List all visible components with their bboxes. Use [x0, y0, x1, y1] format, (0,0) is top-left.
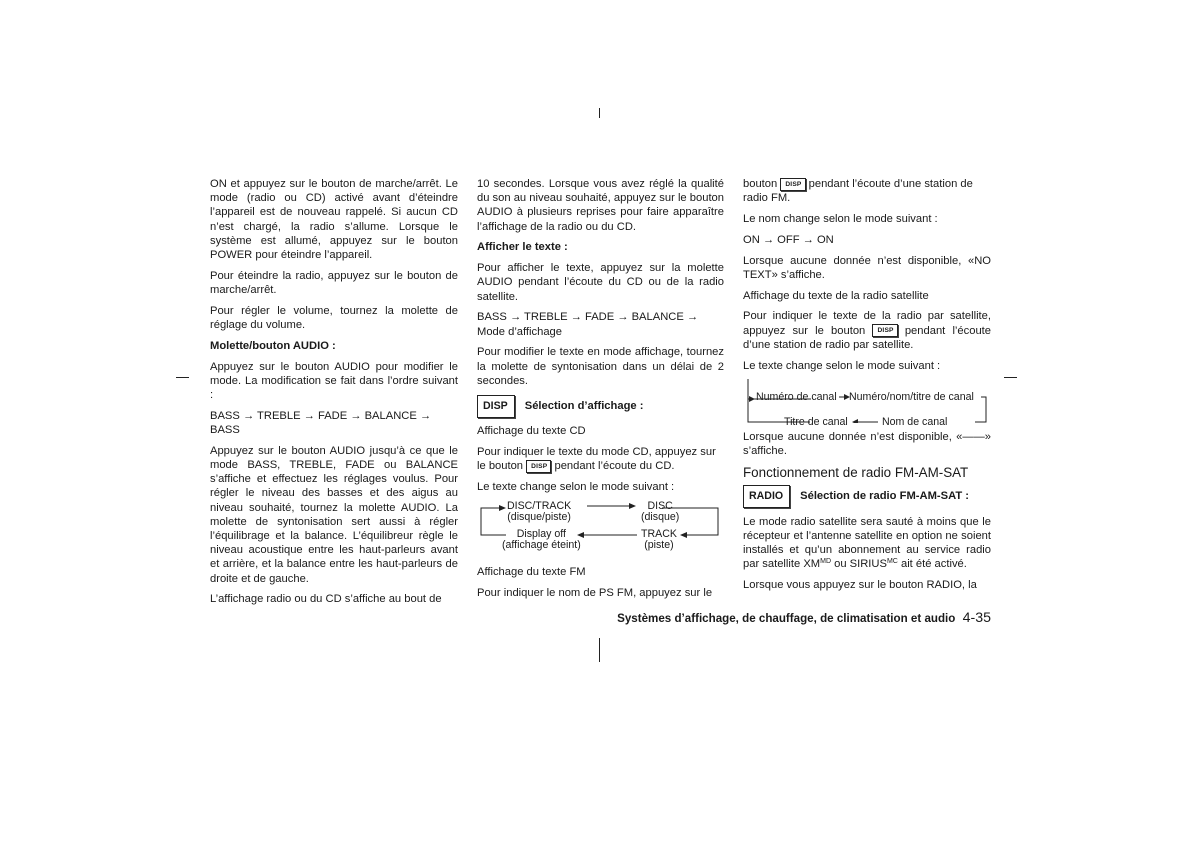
- diagram-node-disc-track: DISC/TRACK (disque/piste): [507, 499, 572, 523]
- crop-mark-bottom: [599, 638, 600, 662]
- disp-key-icon: DISP: [780, 178, 805, 191]
- heading-text: Sélection d’affichage :: [524, 400, 644, 412]
- cd-text-mode-diagram: [477, 501, 724, 559]
- paragraph: Affichage du texte FM: [477, 566, 586, 579]
- column-3: [743, 177, 991, 599]
- heading-audio-knob: Molette/bouton AUDIO :: [210, 339, 336, 352]
- diagram-node-channel-name: Nom de canal: [882, 416, 948, 429]
- paragraph: Pour régler le volume, tournez la molette de réglage du volume.: [210, 304, 458, 332]
- paragraph: Lorsque aucune donnée n’est disponible, «——» s’affiche.: [743, 430, 991, 458]
- heading-display-selection: [477, 395, 724, 418]
- paragraph: Pour indiquer le texte de la radio par satellite, appuyez sur le bouton DISP pendant l’écoute d’une station de radio par satellite.: [743, 310, 991, 351]
- section-title: Fonctionnement de radio FM-AM-SAT: [743, 464, 969, 480]
- paragraph: Lorsque aucune donnée n’est disponible, «NO TEXT» s’affiche.: [743, 254, 991, 281]
- heading-text: Sélection de radio FM-AM-SAT :: [800, 490, 969, 503]
- diagram-node-track: TRACK (piste): [641, 527, 677, 551]
- paragraph: Le texte change selon le mode suivant :: [743, 359, 941, 372]
- radio-key-icon: RADIO: [743, 485, 790, 508]
- paragraph: Pour afficher le texte, appuyez sur la molette AUDIO pendant l’écoute du CD ou de la radio satellite.: [477, 262, 724, 303]
- paragraph: Affichage du texte CD: [477, 425, 586, 438]
- page-footer: [520, 610, 991, 626]
- disp-key-icon: DISP: [872, 324, 897, 337]
- diagram-node-channel-full: Numéro/nom/titre de canal: [849, 391, 974, 404]
- page-number: 4-35: [962, 610, 991, 626]
- crop-mark-left: [176, 377, 189, 378]
- paragraph: Pour indiquer le nom de PS FM, appuyez sur le: [477, 587, 713, 600]
- paragraph: Pour éteindre la radio, appuyez sur le bouton de marche/arrêt.: [210, 269, 458, 297]
- paragraph: Lorsque vous appuyez sur le bouton RADIO, la: [743, 578, 977, 591]
- diagram-node-channel-title: Titre de canal: [784, 416, 848, 429]
- disp-key-icon: DISP: [477, 395, 515, 418]
- paragraph: Le texte change selon le mode suivant :: [477, 481, 675, 493]
- paragraph: Appuyez sur le bouton AUDIO jusqu’à ce que le mode BASS, TREBLE, FADE ou BALANCE s’affiche et effectuez les réglages voulus. Pour régler le niveau des basses et des aigus au niveau souhaité, tournez la molette AUDIO. La molette de syntonisation sert aussi à régler l’équilibrage et la balance. L’équilibreur règle le niveau acoustique entre les haut-parleurs avant et arrière, et la balance entre les haut-parleurs de droite et de gauche.: [210, 444, 458, 585]
- paragraph: ON et appuyez sur le bouton de marche/arrêt. Le mode (radio ou CD) activé avant d’éteindre l’appareil est de nouveau rappelé. Si aucun CD n’est chargé, la radio s’allume. Lorsque le système est allumé, appuyez sur le bouton POWER pour éteindre l’appareil.: [210, 178, 458, 262]
- paragraph: L’affichage radio ou du CD s’affiche au bout de: [210, 593, 442, 606]
- disp-key-icon: DISP: [526, 460, 551, 473]
- column-1: [210, 177, 458, 613]
- mode-sequence: BASS → TREBLE → FADE → BALANCE → Mode d’affichage: [477, 311, 699, 338]
- crop-mark-top: [599, 108, 600, 118]
- heading-show-text: Afficher le texte :: [477, 241, 568, 254]
- diagram-node-disc: DISC (disque): [641, 499, 680, 523]
- paragraph: Le nom change selon le mode suivant :: [743, 213, 938, 225]
- paragraph: Appuyez sur le bouton AUDIO pour modifier le mode. La modification se fait dans l’ordre suivant :: [210, 360, 458, 402]
- crop-mark-right: [1004, 377, 1017, 378]
- heading-radio-selection: [743, 485, 991, 508]
- paragraph: 10 secondes. Lorsque vous avez réglé la qualité du son au niveau souhaité, appuyez sur le bouton AUDIO à plusieurs reprises pour faire apparaître l’affichage de la radio ou du CD.: [477, 178, 724, 233]
- paragraph: Pour modifier le texte en mode affichage, tournez la molette de syntonisation dans un délai de 2 secondes.: [477, 346, 724, 387]
- paragraph: Pour indiquer le texte du mode CD, appuyez sur le bouton DISP pendant l’écoute du CD.: [477, 446, 716, 473]
- diagram-node-channel-number: Numéro de canal: [756, 391, 837, 404]
- paragraph: Affichage du texte de la radio satellite: [743, 289, 929, 302]
- paragraph: Le mode radio satellite sera sauté à moins que le récepteur et l’antenne satellite en option ne soient installés et qu’un abonnement au service radio par satellite $XM^{MD}$ ou $SIRIUS^{MC}$ ait été activé.: [743, 515, 991, 571]
- mode-sequence: BASS → TREBLE → FADE → BALANCE → BASS: [210, 409, 432, 437]
- diagram-node-display-off: Display off (affichage éteint): [502, 527, 581, 551]
- paragraph: bouton DISP pendant l’écoute d’une station de radio FM.: [743, 178, 973, 205]
- mode-sequence: ON → OFF → ON: [743, 233, 834, 246]
- footer-title: Systèmes d’affichage, de chauffage, de climatisation et audio: [617, 612, 956, 625]
- satellite-text-mode-diagram: [743, 379, 991, 429]
- column-2: [477, 177, 724, 607]
